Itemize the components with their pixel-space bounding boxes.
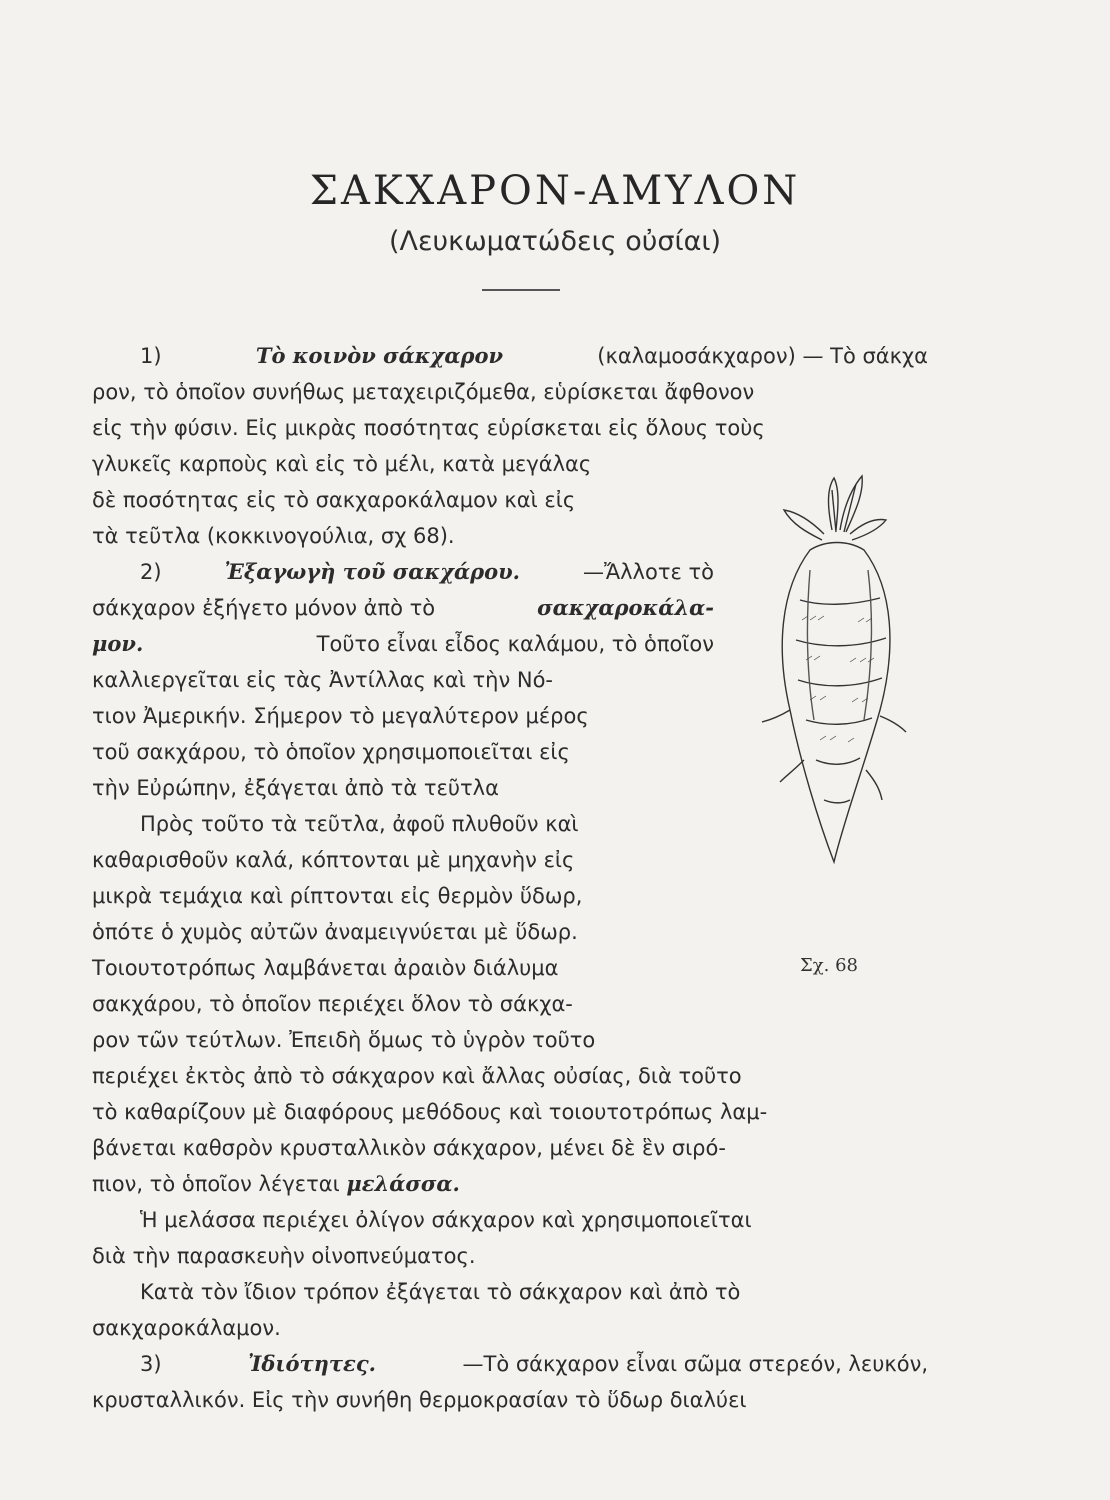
- text-line: Πρὸς τοῦτο τὰ τεῦτλα, ἀφοῦ πλυθοῦν καὶ: [140, 812, 579, 836]
- text-line: Κατὰ τὸν ἴδιον τρόπον ἐξάγεται τὸ σάκχαρον καὶ ἀπὸ τὸ: [140, 1280, 741, 1304]
- text-line: τὰ τεῦτλα (κοκκινογούλια, σχ 68).: [92, 524, 455, 548]
- section-number: 2): [140, 560, 162, 584]
- sugar-beet-illustration: [740, 470, 940, 870]
- text-fragment: (καλαμοσάκχαρον) — Τὸ σάκχα: [597, 344, 928, 368]
- section-number: 1): [140, 344, 162, 368]
- text-line: γλυκεῖς καρποὺς καὶ εἰς τὸ μέλι, κατὰ μεγάλας: [92, 452, 592, 476]
- text-line: [140, 1346, 928, 1382]
- section-heading: Τὸ κοινὸν σάκχαρον: [255, 343, 504, 368]
- text-fragment: σάκχαρον ἐξήγετο μόνον ἀπὸ τὸ: [92, 596, 436, 620]
- text-line: ρον τῶν τεύτλων. Ἐπειδὴ ὅμως τὸ ὑγρὸν τοῦτο: [92, 1028, 596, 1052]
- text-line: περιέχει ἐκτὸς ἀπὸ τὸ σάκχαρον καὶ ἄλλας οὐσίας, διὰ τοῦτο: [92, 1064, 742, 1088]
- text-line: καλλιεργεῖται εἰς τὰς Ἀντίλλας καὶ τὴν Νό-: [92, 668, 553, 692]
- text-line: σακχάρου, τὸ ὁποῖον περιέχει ὅλον τὸ σάκχα-: [92, 992, 573, 1016]
- section-number: 3): [140, 1352, 162, 1376]
- text-line: βάνεται καθσρὸν κρυσταλλικὸν σάκχαρον, μένει δὲ ἓν σιρό-: [92, 1136, 726, 1160]
- text-line: τοῦ σακχάρου, τὸ ὁποῖον χρησιμοποιεῖται εἰς: [92, 740, 570, 764]
- text-line: [140, 338, 928, 374]
- text-line: [92, 590, 714, 626]
- text-line: διὰ τὴν παρασκευὴν οἰνοπνεύματος.: [92, 1244, 476, 1268]
- text-fragment: —Ἄλλοτε τὸ: [582, 560, 714, 584]
- page-title: ΣΑΚΧΑΡΟΝ-ΑΜΥΛΟΝ: [309, 168, 801, 214]
- text-line: τὸ καθαρίζουν μὲ διαφόρους μεθόδους καὶ τοιουτοτρόπως λαμ-: [92, 1100, 768, 1124]
- term-italic: μον.: [92, 631, 144, 656]
- text-line: Ἡ μελάσσα περιέχει ὀλίγον σάκχαρον καὶ χρησιμοποιεῖται: [140, 1208, 752, 1232]
- figure-caption: Σχ. 68: [800, 955, 858, 976]
- text-line: [92, 1166, 460, 1202]
- page-subtitle: (Λευκωματώδεις οὐσίαι): [388, 226, 722, 257]
- section-heading: Ἰδιότητες.: [248, 1351, 376, 1376]
- text-fragment: —Τὸ σάκχαρον εἶναι σῶμα στερεόν, λευκόν,: [462, 1352, 928, 1376]
- text-fragment: Τοῦτο εἶναι εἶδος καλάμου, τὸ ὁποῖον: [316, 632, 714, 656]
- text-line: [92, 626, 714, 662]
- section-heading: Ἐξαγωγὴ τοῦ σακχάρου.: [224, 559, 520, 584]
- term-italic: μελάσσα.: [346, 1171, 460, 1196]
- text-line: μικρὰ τεμάχια καὶ ρίπτονται εἰς θερμὸν ὕδωρ,: [92, 884, 583, 908]
- text-line: ὁπότε ὁ χυμὸς αὐτῶν ἀναμειγνύεται μὲ ὕδωρ.: [92, 920, 578, 944]
- text-line: Τοιουτοτρόπως λαμβάνεται ἀραιὸν διάλυμα: [92, 956, 559, 980]
- text-line: εἰς τὴν φύσιν. Εἰς μικρὰς ποσότητας εὑρίσκεται εἰς ὅλους τοὺς: [92, 416, 765, 440]
- text-line: τὴν Εὐρώπην, ἐξάγεται ἀπὸ τὰ τεῦτλα: [92, 776, 499, 800]
- text-line: [140, 554, 714, 590]
- text-line: κρυσταλλικόν. Εἰς τὴν συνήθη θερμοκρασίαν τὸ ὕδωρ διαλύει: [92, 1388, 747, 1412]
- text-line: δὲ ποσότητας εἰς τὸ σακχαροκάλαμον καὶ εἰς: [92, 488, 576, 512]
- text-line: σακχαροκάλαμον.: [92, 1316, 281, 1340]
- text-fragment: πιον, τὸ ὁποῖον λέγεται: [92, 1172, 340, 1196]
- text-line: τιον Ἀμερικήν. Σήμερον τὸ μεγαλύτερον μέρος: [92, 704, 589, 728]
- title-divider: [482, 289, 560, 291]
- text-line: καθαρισθοῦν καλά, κόπτονται μὲ μηχανὴν εἰς: [92, 848, 575, 872]
- term-italic: σακχαροκάλα-: [537, 595, 714, 620]
- text-line: ρον, τὸ ὁποῖον συνήθως μεταχειριζόμεθα, εὑρίσκεται ἄφθονον: [92, 380, 755, 404]
